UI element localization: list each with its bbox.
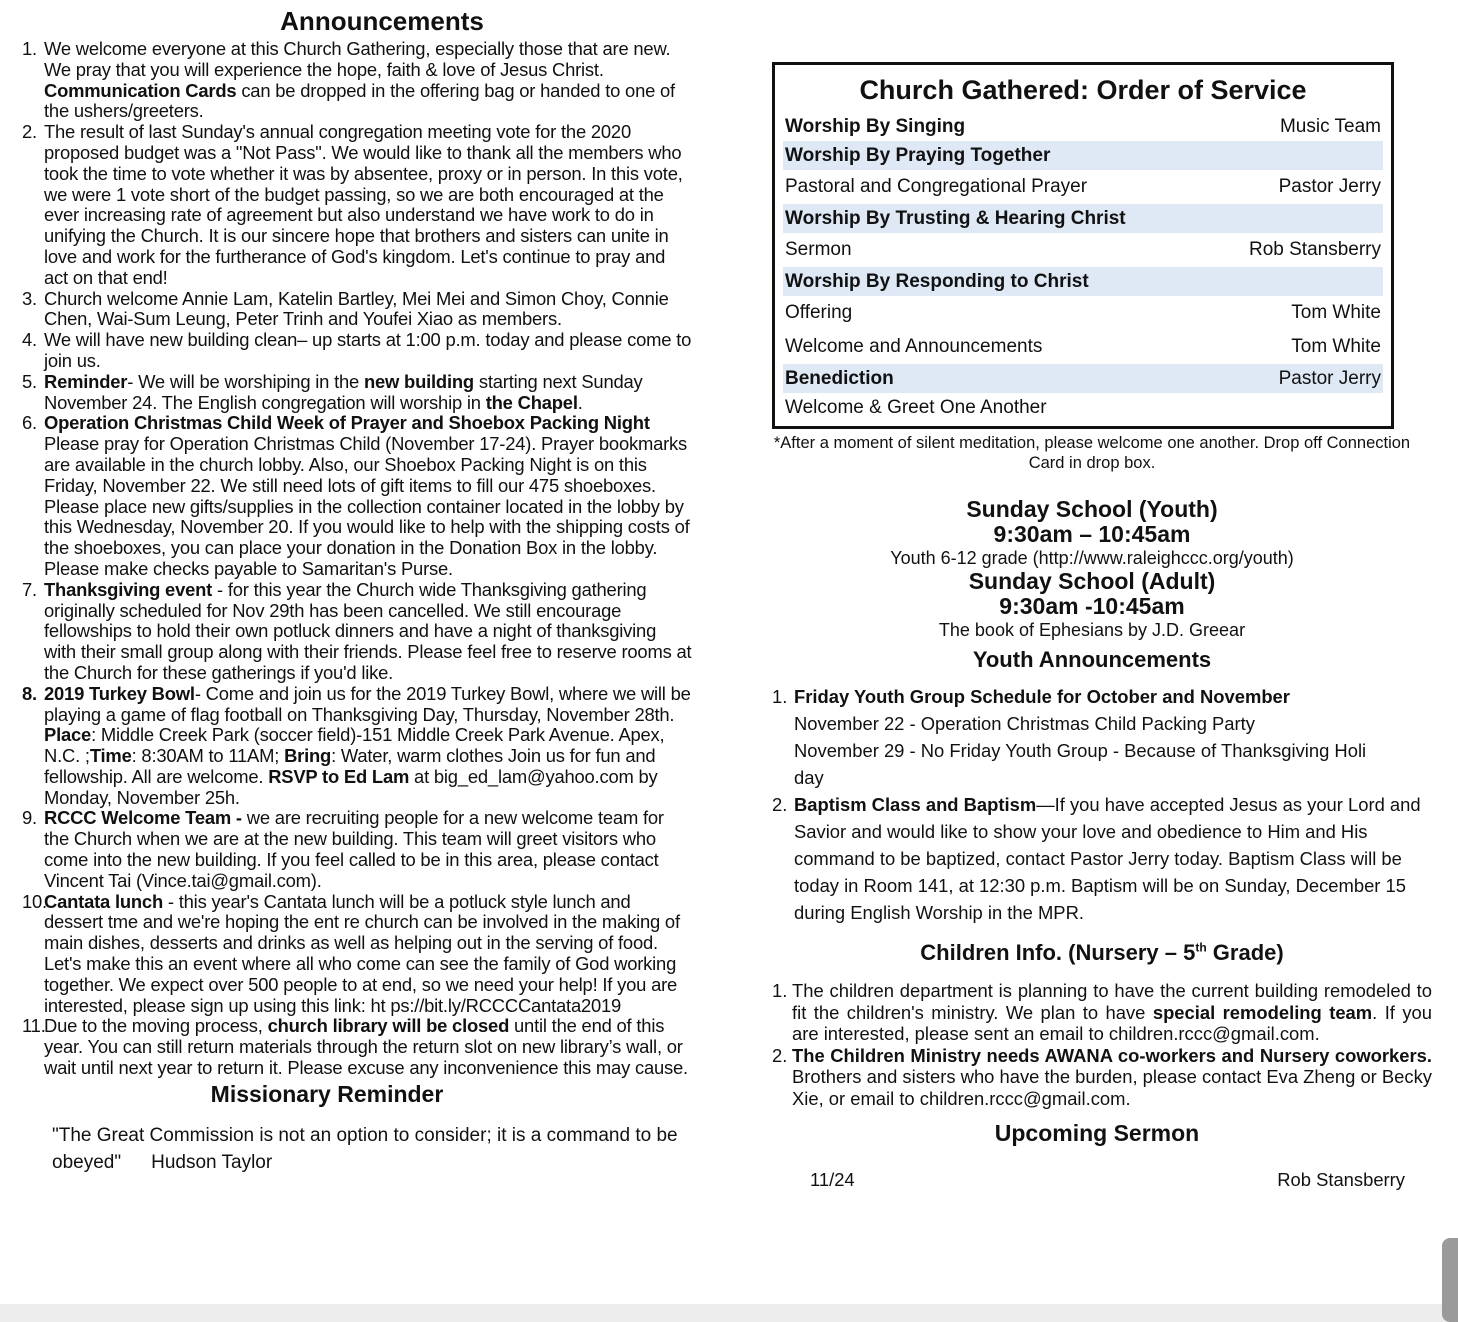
upcoming-sermon-row [810, 1169, 1405, 1191]
children-text-bold: The Children Ministry needs AWANA co-workers and Nursery coworkers. [792, 1044, 1432, 1066]
service-item-label: Pastoral and Congregational Prayer [785, 176, 1088, 197]
item-number: 5. [22, 370, 37, 392]
children-text: Brothers and sisters who have the burden, please contact Eva Zheng or Becky Xie, or email to children.rccc@gmail.com. [792, 1066, 1432, 1109]
announcement-text-bold: Operation Christmas Child Week of Prayer and Shoebox Packing Night [44, 412, 650, 434]
item-number: 10. [22, 890, 47, 912]
list-item [772, 791, 1432, 926]
service-item-label: Welcome & Greet One Another [785, 397, 1047, 418]
announcement-item [22, 684, 692, 809]
service-item-label: Worship By Trusting & Hearing Christ [785, 208, 1126, 229]
service-item-leader: Music Team [1279, 116, 1381, 137]
announcement-text: at big_ed_lam@yahoo.com by Monday, November 25h. [44, 765, 658, 808]
announcement-item [22, 330, 692, 372]
youth-announcements-title: Youth Announcements [972, 647, 1212, 672]
announcement-text: We will have new building clean– up starts at 1:00 p.m. today and please come to join us. [44, 329, 692, 371]
announcement-text: . [577, 391, 583, 413]
item-number: 1. [772, 686, 788, 707]
service-item-label: Worship By Singing [785, 116, 966, 137]
announcement-text-bold: Thanksgiving event [44, 578, 213, 600]
quote-text: "The Great Commission is not an option to consider; it is a command to be obeyed" [52, 1124, 678, 1173]
announcement-text-bold: church library will be closed [267, 1015, 510, 1037]
announcement-text-bold: Communication Cards [44, 79, 237, 101]
children-text: The children department is planning to have the current building remodeled to fit the children's ministry. We plan to have [792, 980, 1432, 1023]
baptism-title: Baptism Class and Baptism [794, 794, 1037, 815]
announcement-text: until the end of this year. You can still return materials through the return slot on new library’s wall, or wait until next year to return it. Please excuse any inconvenience this may cause. [44, 1015, 688, 1079]
service-item-leader: Pastor Jerry [1278, 368, 1381, 389]
announcement-text-bold: RCCC Welcome Team - [44, 807, 242, 829]
item-number: 2. [22, 121, 37, 143]
youth-schedule-title: Friday Youth Group Schedule for October and November [794, 686, 1290, 707]
service-note: *After a moment of silent meditation, please welcome one another. Drop off Connection Card in drop box. [773, 434, 1411, 472]
service-row [783, 141, 1383, 170]
item-number: 4. [22, 329, 37, 351]
announcement-text: can be dropped in the offering bag or handed to one of the ushers/greeters. [44, 79, 675, 122]
announcement-item [22, 372, 692, 414]
children-title-text: Grade) [1206, 940, 1284, 965]
announcement-item [22, 413, 692, 579]
sunday-school-youth-title: Sunday School (Youth) [966, 496, 1218, 522]
service-row [783, 233, 1383, 267]
children-title-sup: th [1195, 940, 1207, 955]
upcoming-sermon-title: Upcoming Sermon [994, 1119, 1200, 1146]
item-number: 7. [22, 578, 37, 600]
service-row [783, 393, 1383, 422]
service-item-label: Offering [785, 302, 853, 323]
item-number: 1. [22, 38, 37, 59]
right-column [772, 62, 1432, 1191]
sunday-school-adult-time: 9:30am -10:45am [999, 593, 1185, 619]
announcement-item [22, 289, 692, 331]
announcement-text: The result of last Sunday's annual congregation meeting vote for the 2020 proposed budget was a "Not Pass". We would like to thank all the members who took the time to vote whether it was by absentee, proxy or in person. In this vote, we were 1 vote short of the budget passing, so we are both encouraged at the ever increasing rate of agreement but also understand we have work to do in unifying the Church. It is our sincere hope that brothers and sisters can unite in love and work for the furtherance of God's kingdom. Let's continue to pray and act on that end! [44, 121, 683, 288]
scrollbar-thumb[interactable] [1442, 1238, 1458, 1322]
list-item [772, 1045, 1432, 1110]
announcement-text-bold: RSVP to Ed Lam [268, 765, 410, 787]
announcements-title: Announcements [280, 6, 484, 36]
order-of-service-rows [783, 112, 1383, 422]
service-row [783, 112, 1383, 141]
youth-announcements-list [772, 683, 1432, 926]
announcement-text: starting next Sunday November 24. The English congregation will worship in [44, 370, 643, 413]
announcement-text: - We will be worshiping in the [127, 370, 364, 392]
item-number: 6. [22, 412, 37, 434]
service-item-leader: Tom White [1291, 336, 1381, 357]
announcement-text-bold: 2019 Turkey Bowl [44, 682, 195, 704]
service-item-leader: Tom White [1291, 302, 1381, 323]
announcement-text: - Come and join us for the 2019 Turkey Bowl, where we will be playing a game of flag football on Thanksgiving Day, Thursday, November 28th. [44, 682, 691, 725]
announcement-text: : Middle Creek Park (soccer field)-151 Middle Creek Park Avenue. Apex, N.C. ; [44, 724, 665, 767]
item-number: 9. [22, 807, 37, 829]
announcement-text-bold: Place [44, 724, 92, 746]
list-item [772, 683, 1432, 791]
service-item-label: Benediction [785, 368, 894, 389]
item-number: 1. [772, 980, 788, 1001]
service-row [783, 267, 1383, 296]
service-row [783, 364, 1383, 393]
announcement-text-bold: new building [363, 370, 474, 392]
service-item-leader: Pastor Jerry [1278, 176, 1381, 197]
sermon-speaker: Rob Stansberry [1277, 1168, 1405, 1190]
missionary-reminder-title: Missionary Reminder [210, 1080, 444, 1107]
youth-schedule-line: day [794, 767, 824, 788]
announcement-text: - for this year the Church wide Thanksgiving gathering originally scheduled for Nov 29th has been cancelled. We still encourage fellowships to hold their own potluck dinners and have a night of thanksgiving with their small group along with their friends. Please feel free to reserve rooms at the Church for these gatherings if you'd like. [44, 578, 692, 683]
announcement-text: Please pray for Operation Christmas Child (November 17-24). Prayer bookmarks are available in the church lobby. Also, our Shoebox Packing Night is on this Friday, November 22. We still need lots of gift items to fill our 475 shoeboxes. Please place new gifts/supplies in the collection container located in the lobby by this Wednesday, November 20. If you would like to help with the shipping costs of the shoeboxes, you can place your donation in the Donation Box in the lobby. Please make checks payable to Samaritan's Purse. [44, 433, 690, 579]
youth-schedule-line: November 29 - No Friday Youth Group - Because of Thanksgiving Holi [794, 740, 1367, 761]
item-number: 2. [772, 1044, 788, 1066]
service-item-label: Worship By Responding to Christ [785, 271, 1089, 292]
sunday-school-youth-desc: Youth 6-12 grade (http://www.raleighccc.org/youth) [890, 548, 1294, 568]
youth-schedule-line: November 22 - Operation Christmas Child Packing Party [794, 713, 1255, 734]
service-row [783, 170, 1383, 204]
order-of-service-title: Church Gathered: Order of Service [859, 75, 1307, 105]
announcement-item [22, 892, 692, 1017]
item-number: 11. [22, 1015, 46, 1037]
announcement-text-bold: Reminder [44, 370, 128, 392]
announcement-text: - this year's Cantata lunch will be a potluck style lunch and dessert tme and we're hoping the ent re church can be involved in the making of main dishes, desserts and drinks as well as helping out in the serving of food. Let's make this an event where all who come can see the family of God working together. We expect over 500 people to at end, so we need your help! If you are interested, please sign up using this link: ht ps://bit.ly/RCCCCantata2019 [44, 890, 680, 1016]
service-item-label: Sermon [785, 239, 852, 260]
announcement-text-bold: the Chapel [485, 391, 578, 413]
bottom-strip [0, 1304, 1458, 1322]
children-info-list [772, 980, 1432, 1110]
service-item-leader: Rob Stansberry [1248, 239, 1381, 260]
sunday-school-youth-time: 9:30am – 10:45am [993, 521, 1191, 547]
children-title-text: Children Info. (Nursery – 5 [920, 940, 1196, 965]
baptism-text: —If you have accepted Jesus as your Lord and Savior and would like to show your love and obedience to Him and His command to be baptized, contact Pastor Jerry today. Baptism Class will be today in Room 141, at 12:30 p.m. Baptism will be on Sunday, December 15 during English Worship in the MPR. [794, 794, 1421, 923]
service-row [783, 204, 1383, 233]
service-item-label: Welcome and Announcements [785, 336, 1043, 357]
sunday-school-adult-title: Sunday School (Adult) [968, 568, 1216, 594]
list-item [772, 980, 1432, 1045]
announcement-text-bold: Cantata lunch [44, 890, 163, 912]
children-text: . If you are interested, please sent an email to children.rccc@gmail.com. [792, 1001, 1433, 1045]
service-row [783, 330, 1383, 364]
announcement-text: : 8:30AM to 11AM; [131, 745, 285, 767]
announcement-text: We welcome everyone at this Church Gathering, especially those that are new. We pray that you will experience the hope, faith & love of Jesus Christ. [44, 38, 671, 80]
announcement-item [22, 122, 692, 288]
announcement-item [22, 39, 692, 122]
announcements-list [22, 39, 692, 1079]
item-number: 2. [772, 794, 788, 815]
children-info-title [772, 940, 1432, 966]
service-item-label: Worship By Praying Together [785, 145, 1051, 166]
announcement-text-bold: Bring [284, 745, 332, 767]
item-number: 3. [22, 287, 37, 309]
service-row [783, 296, 1383, 330]
sunday-school-adult-desc: The book of Ephesians by J.D. Greear [938, 620, 1246, 640]
sermon-date: 11/24 [810, 1168, 855, 1190]
announcement-text: Due to the moving process, [44, 1015, 268, 1037]
left-column [22, 6, 692, 1176]
announcement-item [22, 580, 692, 684]
announcement-text-bold: Time [89, 745, 132, 767]
children-text-bold: special remodeling team [1152, 1001, 1373, 1023]
announcement-item [22, 808, 692, 891]
quote-author: Hudson Taylor [151, 1151, 273, 1173]
announcement-item [22, 1016, 692, 1078]
order-of-service-box [772, 62, 1394, 429]
item-number: 8. [22, 682, 37, 704]
announcement-text: we are recruiting people for a new welcome team for the Church when we are at the new building. This team will greet visitors who come into the new building. If you feel called to be in this area, please contact Vincent Tai (Vince.tai@gmail.com). [44, 807, 664, 891]
announcement-text: Church welcome Annie Lam, Katelin Bartley, Mei Mei and Simon Choy, Connie Chen, Wai-Sum Leung, Peter Trinh and Youfei Xiao as members. [44, 287, 669, 330]
announcement-text: : Water, warm clothes Join us for fun and fellowship. All are welcome. [44, 745, 656, 787]
missionary-quote [52, 1122, 692, 1176]
